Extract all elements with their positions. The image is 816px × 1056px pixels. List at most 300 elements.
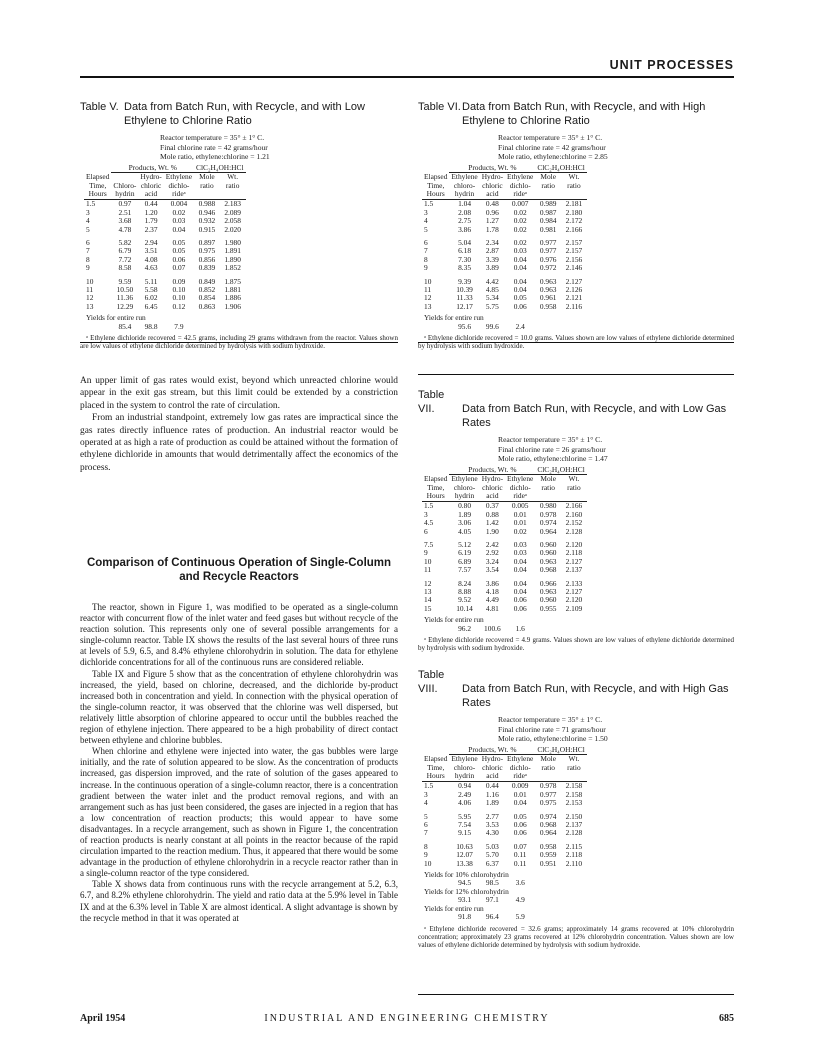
table-cell: 9	[424, 263, 428, 273]
column-header	[561, 492, 587, 502]
table-cell: 11.36	[116, 293, 134, 303]
table-cell: 4.78	[118, 224, 132, 234]
table-cell: 1.890	[224, 254, 241, 264]
table-conditions	[498, 435, 734, 464]
column-header: chloric	[482, 762, 503, 772]
table-cell: 6.37	[485, 858, 499, 868]
table-cell: 8.58	[118, 263, 132, 273]
table-cell: 6	[424, 526, 428, 536]
table-cell: 2.181	[565, 199, 583, 209]
table-cell: 0.863	[198, 301, 216, 311]
yield-values-row	[422, 625, 587, 633]
condition-line: Final chlorine rate = 42 grams/hour	[498, 142, 606, 152]
table-cell: 2.160	[565, 509, 583, 519]
table-cell: 0.02	[172, 207, 186, 217]
table-cell: 2.089	[224, 207, 241, 217]
table-cell: 8	[424, 254, 428, 264]
table-cell: 2.020	[224, 224, 241, 234]
table-cell: 2.77	[485, 811, 499, 821]
table-cell: 6.18	[458, 246, 472, 256]
ratio-group-header: ClC₂H₄OH:HCl	[537, 464, 585, 474]
table-cell: 7.30	[458, 254, 472, 264]
column-header: dichlo-	[509, 482, 531, 492]
table-cell: 0.02	[513, 207, 527, 217]
column-header: Wt.	[568, 172, 580, 182]
yield-spacer	[561, 913, 587, 921]
table-cell: 0.004	[170, 199, 188, 209]
table-cell: 5.04	[458, 238, 472, 248]
section-heading-block	[80, 556, 398, 584]
column-header: ratio	[541, 762, 555, 772]
table-cell: 0.964	[539, 526, 557, 536]
table-cell: 2.133	[565, 578, 583, 588]
column-header-row	[422, 182, 587, 190]
table-cell: 0.06	[172, 254, 186, 264]
yield-label: Yields for 12% chlorohydrin	[424, 886, 509, 896]
table-cell: 0.984	[539, 216, 557, 226]
table-cell: 0.856	[198, 254, 216, 264]
table-cell: 0.48	[485, 199, 499, 209]
table-cell: 0.955	[539, 603, 557, 613]
table-cell: 2.157	[565, 246, 583, 256]
table-cell: 0.05	[172, 238, 186, 248]
column-header: hydrin	[449, 190, 479, 200]
table-cell: 12	[424, 578, 432, 588]
table-cell: 0.04	[513, 798, 527, 808]
table-row	[422, 580, 587, 588]
table-row	[84, 286, 246, 294]
column-header: Mole	[540, 754, 556, 764]
table-row	[422, 829, 587, 837]
yield-value: 4.9	[515, 895, 525, 905]
table-5-end-rule	[80, 342, 398, 343]
table-cell: 0.963	[539, 276, 557, 286]
table-cell: 2.120	[565, 540, 583, 550]
table-cell: 3.86	[458, 224, 472, 234]
table-cell: 0.44	[144, 199, 158, 209]
table-cell: 10.63	[456, 841, 473, 851]
table-cell: 3.51	[144, 246, 158, 256]
column-header	[194, 190, 220, 200]
yield-label: Yields for entire run	[424, 313, 484, 323]
table-cell: 2.42	[485, 540, 499, 550]
table-cell: 9	[424, 548, 428, 558]
table-cell: 2.152	[565, 518, 583, 528]
table-cell: 12.17	[456, 301, 473, 311]
table-row	[422, 860, 587, 868]
table-cell: 4	[424, 216, 428, 226]
table-cell: 2.158	[565, 789, 583, 799]
table-cell: 0.964	[539, 828, 557, 838]
table-conditions	[498, 715, 734, 744]
table-cell: 1.79	[144, 216, 158, 226]
column-header: acid	[480, 772, 505, 782]
table-row	[422, 264, 587, 272]
table-cell: 0.04	[513, 556, 527, 566]
table-cell: 11	[86, 285, 94, 295]
products-group-header: Products, Wt. %	[449, 466, 535, 475]
table-row	[84, 278, 246, 286]
yield-label-row	[422, 888, 587, 896]
body-text-lower	[80, 602, 398, 924]
column-header	[561, 772, 587, 782]
table-cell: 6	[86, 238, 90, 248]
table-cell: 3.53	[485, 820, 499, 830]
table-row	[422, 209, 587, 217]
table-cell: 12.07	[456, 850, 473, 860]
table-cell: 0.01	[513, 789, 527, 799]
table-cell: 0.968	[539, 820, 557, 830]
table-cell: 0.06	[513, 595, 527, 605]
table-cell: 15	[424, 603, 432, 613]
table-cell: 7.72	[118, 254, 132, 264]
table-cell: 0.968	[539, 565, 557, 575]
yield-label: Yields for 10% chlorohydrin	[424, 870, 509, 880]
table-6-end-rule	[418, 342, 734, 343]
yield-spacer	[535, 879, 561, 887]
table-cell: 9.39	[458, 276, 472, 286]
running-head: UNIT PROCESSES	[609, 58, 734, 72]
table-cell: 0.04	[513, 254, 527, 264]
table-row	[422, 511, 587, 519]
table-cell: 3.06	[458, 518, 472, 528]
table-row	[422, 502, 587, 511]
table-cell: 12.29	[116, 301, 134, 311]
condition-line: Mole ratio, ethylene:chlorine = 1.50	[498, 734, 608, 744]
column-header: hydrin	[111, 190, 138, 200]
table-8-caption	[418, 668, 734, 710]
table-row	[422, 200, 587, 209]
paragraph: When chlorine and ethylene were injected into water, the gas bubbles were large initially, and the rate of solution appeared to be slow. As the concentration of products increased, gas dispersion improved, and the rate of solution of the gases appeared to increase. In the continuous operation of a single-column reactor, there is a concentration gradient between the water inlet and the product removal regions, and with an arrangement such as has just been considered, the gases are injected in a region that has a low concentration of reaction products; this would appear to have some disadvantages. In a recycle arrangement, such as shown in Figure 1, the concentration of reaction products is nearly constant at all points in the reactor because of the rapid circulation imparted to the reaction medium. Thus, it appeared that there would be some advantage in the production of ethylene chlorohydrin in a recycle reactor rather than in a single-column reactor of the type considered.	[80, 746, 398, 879]
yield-label-row	[422, 311, 587, 322]
table-cell: 1.891	[224, 246, 241, 256]
column-header: Ethylene	[507, 172, 534, 182]
paragraph: Table IX and Figure 5 show that as the concentration of ethylene chlorohydrin was increased, the yield, based on chlorine, decreased, and the dichloride by-product increased both in concentration and yield. In connection with the physical operation of the single-column reactor, it was observed that the chlorine was well dispersed, but relatively little absorption of chlorine appeared to occur until the bubbles reached the region of ethylene injection. There appeared to be a high probability of direct contact between ethylene and chlorine bubbles.	[80, 668, 398, 746]
table-cell: 2.110	[565, 858, 583, 868]
table-cell: 0.96	[485, 207, 499, 217]
yield-spacer	[535, 323, 561, 331]
yield-spacer	[535, 896, 561, 904]
table-cell: 4.85	[485, 285, 499, 295]
table-cell: 2.137	[565, 565, 583, 575]
table-cell: 2.183	[224, 199, 241, 209]
table-cell: 2.058	[224, 216, 241, 226]
column-header: Time,	[427, 762, 445, 772]
yield-label: Yields for entire run	[424, 903, 484, 913]
table-cell: 10	[86, 276, 94, 286]
table-7-caption	[418, 388, 734, 430]
table-cell: 0.88	[485, 509, 499, 519]
data-table	[422, 164, 587, 331]
table-cell: 1.89	[485, 798, 499, 808]
table-cell: 0.978	[539, 509, 557, 519]
table-number: Table V.	[80, 101, 119, 113]
table-row	[422, 566, 587, 574]
table-cell: 2.87	[485, 246, 499, 256]
table-cell: 1.5	[424, 501, 434, 511]
column-header: rideᵃ	[505, 190, 535, 200]
table-row	[422, 605, 587, 613]
table-cell: 0.11	[513, 850, 527, 860]
table-cell: 0.02	[513, 526, 527, 536]
yield-value: 2.4	[515, 321, 525, 331]
condition-line: Final chlorine rate = 71 grams/hour	[498, 724, 606, 734]
yield-value: 98.5	[485, 878, 499, 888]
table-cell: 0.980	[539, 501, 557, 511]
table-cell: 0.05	[513, 811, 527, 821]
table-cell: 2.150	[565, 811, 583, 821]
column-header-row	[422, 755, 587, 764]
table-cell: 2.120	[565, 595, 583, 605]
table-cell: 5.95	[458, 811, 472, 821]
table-cell: 6.79	[118, 246, 132, 256]
yield-spacer	[84, 323, 111, 331]
table-cell: 0.005	[511, 501, 529, 511]
table-cell: 0.963	[539, 556, 557, 566]
column-header: Elapsed	[424, 753, 448, 763]
table-footnote: ᵃ Ethylene dichloride recovered = 10.0 grams. Values shown are low values of ethylene dichloride determined by hydrolysis with sodium hydroxide.	[418, 334, 734, 351]
table-cell: 0.02	[513, 224, 527, 234]
table-cell: 0.981	[539, 224, 557, 234]
table-cell: 0.975	[539, 798, 557, 808]
table-number: Table VIII.	[418, 669, 445, 695]
table-cell: 0.960	[539, 540, 557, 550]
table-cell: 1.875	[224, 276, 241, 286]
table-cell: 0.976	[539, 254, 557, 264]
paragraph: Table X shows data from continuous runs with the recycle arrangement at 5.2, 6.3, 6.7, and 8.2% ethylene chlorohydrin. The yield and ratio data at the 5.9% level in Table IX and at the 6.3% level in Table X are almost identical. A slight advantage is shown by the recycle method in that it was operated at	[80, 879, 398, 923]
table-cell: 0.852	[198, 285, 216, 295]
table-5-block	[80, 100, 398, 351]
ratio-group-header: ClC₂H₄OH:HCl	[537, 744, 585, 754]
table-footnote: ᵃ Ethylene dichloride recovered = 42.5 grams, including 29 grams withdrawn from the reactor. Values shown are low values of ethylene dichloride determined by hydrolysis with sodium hydroxide.	[80, 334, 398, 351]
column-header	[535, 772, 561, 782]
table-6-caption	[418, 100, 734, 128]
table-cell: 0.988	[198, 199, 216, 209]
yield-value: 99.6	[485, 321, 499, 331]
column-header	[535, 190, 561, 200]
table-cell: 3.68	[118, 216, 132, 226]
table-cell: 0.007	[511, 199, 529, 209]
table-cell: 0.04	[513, 285, 527, 295]
table-cell: 2.180	[565, 207, 583, 217]
table-cell: 5.75	[485, 301, 499, 311]
column-header: rideᵃ	[505, 492, 535, 502]
column-header: Hours	[422, 772, 449, 782]
table-cell: 9.52	[458, 595, 472, 605]
table-footnote: ᵃ Ethylene dichloride recovered = 4.9 grams. Values shown are low values of ethylene dichloride determined by hydrolysis with sodium hydroxide.	[418, 636, 734, 653]
yield-values-row	[422, 323, 587, 331]
paragraph: An upper limit of gas rates would exist, beyond which unreacted chlorine would appear in the exit gas stream, but this limit could be extended by a constriction placed in the system to control the rate of circulation.	[80, 376, 398, 411]
table-row	[422, 549, 587, 557]
yield-label-row	[422, 905, 587, 913]
table-cell: 5.34	[485, 293, 499, 303]
header-rule	[80, 76, 734, 78]
table-cell: 0.977	[539, 246, 557, 256]
table-cell: 10	[424, 858, 432, 868]
yield-values-row	[84, 323, 246, 331]
column-header: Mole	[540, 474, 556, 484]
table-row	[422, 813, 587, 821]
table-cell: 0.963	[539, 587, 557, 597]
column-header: rideᵃ	[505, 772, 535, 782]
paragraph: The reactor, shown in Figure 1, was modified to be operated as a single-column reactor with concurrent flow of the inlet water and feed gases but without recycle of the reaction solution. This represents only one of several possible arrangements for a single-column reactor. Table IX shows the results of the last several hours of three runs at levels of 5.9, 6.5, and 8.4% ethylene chlorohydrin in solution. The data for ethylene dichloride concentrations for all of the continuous runs are considered reliable.	[80, 602, 398, 668]
table-cell: 5	[86, 224, 90, 234]
table-cell: 0.897	[198, 238, 216, 248]
table-cell: 3	[424, 207, 428, 217]
table-cell: 1.881	[224, 285, 241, 295]
column-header-row	[422, 173, 587, 182]
table-cell: 0.959	[539, 850, 557, 860]
table-row	[84, 217, 246, 225]
table-cell: 0.04	[172, 224, 186, 234]
yield-spacer	[535, 625, 561, 633]
table-cell: 1.90	[485, 526, 499, 536]
table-7-block	[418, 388, 734, 653]
table-cell: 5.82	[118, 238, 132, 248]
table-cell: 2.37	[144, 224, 158, 234]
table-cell: 13	[424, 301, 432, 311]
table-cell: 4.06	[458, 798, 472, 808]
section-title: Comparison of Continuous Operation of Single-Column and Recycle Reactors	[86, 557, 392, 583]
yield-spacer	[422, 625, 449, 633]
table-cell: 2.34	[485, 238, 499, 248]
table-cell: 0.963	[539, 285, 557, 295]
table-cell: 7	[424, 828, 428, 838]
column-header: Wt.	[568, 754, 580, 764]
table-cell: 3.89	[485, 263, 499, 273]
table-7-top-rule	[418, 374, 734, 375]
table-cell: 8.24	[458, 578, 472, 588]
table-cell: 12	[86, 293, 94, 303]
condition-line: Final chlorine rate = 42 grams/hour	[160, 142, 268, 152]
table-footnote: ᵃ Ethylene dichloride recovered = 32.6 grams; approximately 14 grams recovered at 10% chlorohydrin concentration; approximately 23 grams recovered at 12% chlorohydrin concentration. Values shown are low values of ethylene dichloride determined by hydrolysis with sodium hydroxide.	[418, 924, 734, 949]
column-header-row	[422, 484, 587, 492]
yield-spacer	[561, 879, 587, 887]
table-row	[422, 588, 587, 596]
data-table	[422, 466, 587, 633]
table-cell: 0.975	[198, 246, 216, 256]
table-cell: 0.972	[539, 263, 557, 273]
table-cell: 0.854	[198, 293, 216, 303]
column-header: rideᵃ	[164, 190, 194, 200]
table-cell: 2.127	[565, 556, 583, 566]
table-cell: 4.42	[485, 276, 499, 286]
table-conditions	[160, 133, 398, 162]
table-cell: 0.989	[539, 199, 557, 209]
column-header: Hydro-	[140, 172, 162, 182]
column-header: ratio	[541, 482, 555, 492]
column-header: Ethylene	[451, 172, 478, 182]
column-header: Elapsed	[424, 473, 448, 483]
column-header: ratio	[225, 180, 240, 190]
table-row	[84, 294, 246, 302]
table-cell: 0.04	[513, 263, 527, 273]
yield-spacer	[561, 896, 587, 904]
table-cell: 4.08	[144, 254, 158, 264]
table-row	[422, 596, 587, 604]
table-cell: 2.109	[565, 603, 583, 613]
table-cell: 0.09	[172, 276, 186, 286]
yield-value: 98.8	[144, 321, 158, 331]
column-header: Ethylene	[507, 474, 534, 484]
table-row	[422, 528, 587, 536]
table-cell: 2.118	[565, 850, 583, 860]
table-cell: 0.07	[172, 263, 186, 273]
column-header	[561, 190, 587, 200]
table-cell: 6.45	[144, 301, 158, 311]
table-row	[422, 541, 587, 549]
table-cell: 7	[424, 246, 428, 256]
table-cell: 5.11	[144, 276, 158, 286]
table-cell: 2.51	[118, 207, 132, 217]
table-cell: 5	[424, 811, 428, 821]
table-cell: 2.166	[565, 501, 583, 511]
table-cell: 0.915	[198, 224, 216, 234]
table-row	[422, 294, 587, 302]
table-row	[422, 303, 587, 311]
column-header: dichlo-	[509, 180, 531, 190]
table-cell: 0.987	[539, 207, 557, 217]
table-cell: 0.06	[513, 603, 527, 613]
table-cell: 4.30	[485, 828, 499, 838]
table-cell: 2.128	[565, 828, 583, 838]
table-cell: 1.89	[458, 509, 472, 519]
table-row	[422, 519, 587, 527]
yield-spacer	[561, 323, 587, 331]
column-header: Hours	[422, 492, 449, 502]
column-header: Elapsed	[424, 171, 448, 181]
table-cell: 2.172	[565, 216, 583, 226]
table-cell: 0.94	[458, 781, 472, 791]
table-cell: 1.886	[224, 293, 241, 303]
table-row	[84, 264, 246, 272]
table-cell: 2.115	[565, 841, 583, 851]
table-cell: 1.16	[485, 789, 499, 799]
table-cell: 8.88	[458, 587, 472, 597]
column-header: Hydro-	[481, 474, 504, 484]
table-cell: 2.146	[565, 263, 583, 273]
body-text-upper	[80, 375, 398, 474]
column-header: Ethylene	[451, 754, 478, 764]
data-table	[84, 164, 246, 331]
table-cell: 0.961	[539, 293, 557, 303]
table-row	[422, 278, 587, 286]
table-cell: 2.92	[485, 548, 499, 558]
table-8-end-rule	[418, 994, 734, 995]
table-cell: 0.946	[198, 207, 216, 217]
table-cell: 2.128	[565, 526, 583, 536]
yield-label-row	[422, 613, 587, 624]
table-cell: 0.05	[172, 246, 186, 256]
table-cell: 3.39	[485, 254, 499, 264]
table-cell: 4.05	[458, 526, 472, 536]
column-header: chloric	[482, 482, 503, 492]
table-cell: 2.75	[458, 216, 472, 226]
table-cell: 14	[424, 595, 432, 605]
table-cell: 0.04	[513, 276, 527, 286]
table-cell: 2.94	[144, 238, 158, 248]
table-cell: 2.121	[565, 293, 583, 303]
table-cell: 0.974	[539, 811, 557, 821]
yield-value: 95.6	[458, 321, 472, 331]
table-cell: 0.05	[513, 293, 527, 303]
table-cell: 8.35	[458, 263, 472, 273]
yield-value: 94.5	[458, 878, 472, 888]
column-header: Wt.	[227, 172, 239, 182]
table-cell: 7.5	[424, 540, 434, 550]
yield-values-row	[422, 913, 587, 921]
table-cell: 5.70	[485, 850, 499, 860]
